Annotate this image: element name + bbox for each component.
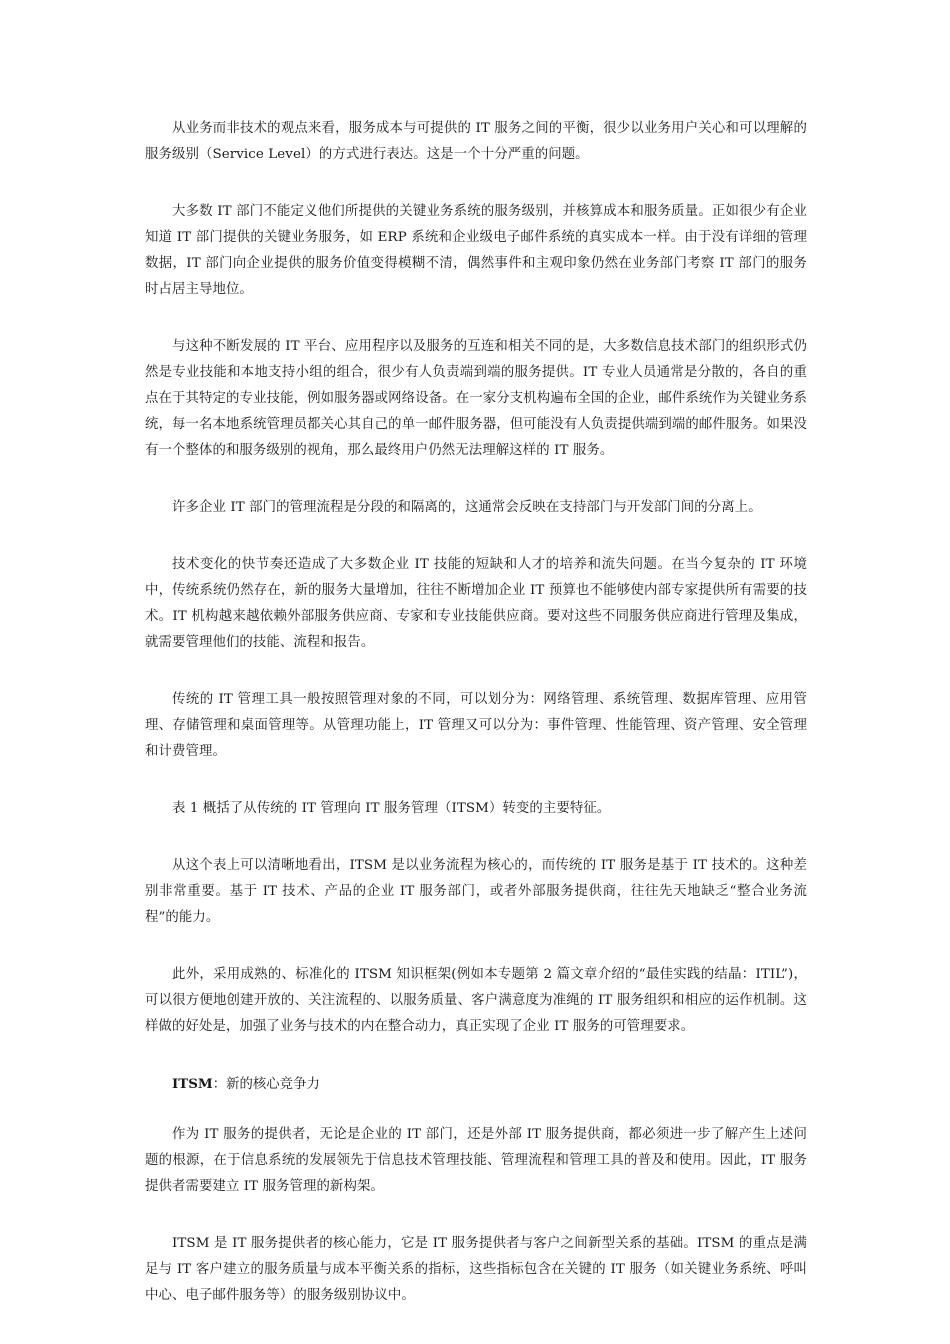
section-heading [145, 1071, 807, 1098]
paragraph-business-process-core: 从这个表上可以清晰地看出，ITSM 是以业务流程为核心的，而传统的 IT 服务是基于 IT 技术的。这种差别非常重要。基于 IT 技术、产品的企业 IT 服务部门，或者外部服务提供商，往往先天地缺乏“整合业务流程”的能力。 [145, 858, 807, 925]
paragraph-process-segmentation: 许多企业 IT 部门的管理流程是分段的和隔离的，这通常会反映在支持部门与开发部门间的分离上。 [172, 500, 762, 515]
paragraph-organization-structure: 与这种不断发展的 IT 平台、应用程序以及服务的互连和相关不同的是，大多数信息技术部门的组织形式仍然是专业技能和本地支持小组的组合，很少有人负责端到端的服务提供。IT 专业人员通常是分散的，各自的重点在于其特定的专业技能，例如服务器或网络设备。在一家分支机构遍布全国的企业，邮件系统作为关键业务系统，每一名本地系统管理员都关心其自己的单一邮件服务器，但可能没有人负责提供端到端的邮件服务。如果没有一个整体的和服务级别的视角，那么最终用户仍然无法理解这样的 IT 服务。 [145, 339, 807, 458]
paragraph-traditional-tools: 传统的 IT 管理工具一般按照管理对象的不同，可以划分为：网络管理、系统管理、数据库管理、应用管理、存储管理和桌面管理等。从管理功能上，IT 管理又可以分为：事件管理、性能管理、资产管理、安全管理和计费管理。 [145, 692, 807, 759]
paragraph-skill-shortage: 技术变化的快节奏还造成了大多数企业 IT 技能的短缺和人才的培养和流失问题。在当今复杂的 IT 环境中，传统系统仍然存在，新的服务大量增加，往往不断增加企业 IT 预算也不能够使内部专家提供所有需要的技术。IT 机构越来越依赖外部服务供应商、专家和专业技能供应商。要对这些不同服务供应商进行管理及集成，就需要管理他们的技能、流程和报告。 [145, 557, 807, 650]
paragraph-itsm-core-capability: ITSM 是 IT 服务提供者的核心能力，它是 IT 服务提供者与客户之间新型关系的基础。ITSM 的重点是满足与 IT 客户建立的服务质量与成本平衡关系的指标，这些指标包含在关键的 IT 服务（如关键业务系统、呼叫中心、电子邮件服务等）的服务级别协议中。 [145, 1236, 807, 1303]
paragraph-service-provider-root-cause: 作为 IT 服务的提供者，无论是企业的 IT 部门，还是外部 IT 服务提供商，都必须进一步了解产生上述问题的根源，在于信息系统的发展领先于信息技术管理技能、管理流程和管理工具的普及和使用。因此，IT 服务提供者需要建立 IT 服务管理的新构架。 [145, 1127, 807, 1194]
section-heading-rest: ：新的核心竞争力 [212, 1077, 320, 1092]
paragraph-itsm-framework: 此外，采用成熟的、标准化的 ITSM 知识框架(例如本专题第 2 篇文章介绍的“最佳实践的结晶：ITIL”)，可以很方便地创建开放的、关注流程的、以服务质量、客户满意度为准绳的 IT 服务组织和相应的运作机制。这样做的好处是，加强了业务与技术的内在整合动力，真正实现了企业 IT 服务的可管理要求。 [145, 967, 807, 1034]
paragraph-table-summary: 表 1 概括了从传统的 IT 管理向 IT 服务管理（ITSM）转变的主要特征。 [172, 801, 611, 816]
paragraph-service-level-balance: 从业务而非技术的观点来看，服务成本与可提供的 IT 服务之间的平衡，很少以业务用户关心和可以理解的服务级别（Service Level）的方式进行表达。这是一个十分严重的问题。 [145, 121, 807, 162]
paragraph-it-department-service-levels: 大多数 IT 部门不能定义他们所提供的关键业务系统的服务级别，并核算成本和服务质量。正如很少有企业知道 IT 部门提供的关键业务服务，如 ERP 系统和企业级电子邮件系统的真实成本一样。由于没有详细的管理数据，IT 部门向企业提供的服务价值变得模糊不清，偶然事件和主观印象仍然在业务部门考察 IT 部门的服务时占居主导地位。 [145, 204, 807, 297]
section-heading-bold: ITSM [172, 1076, 213, 1092]
document-page [145, 116, 807, 1340]
